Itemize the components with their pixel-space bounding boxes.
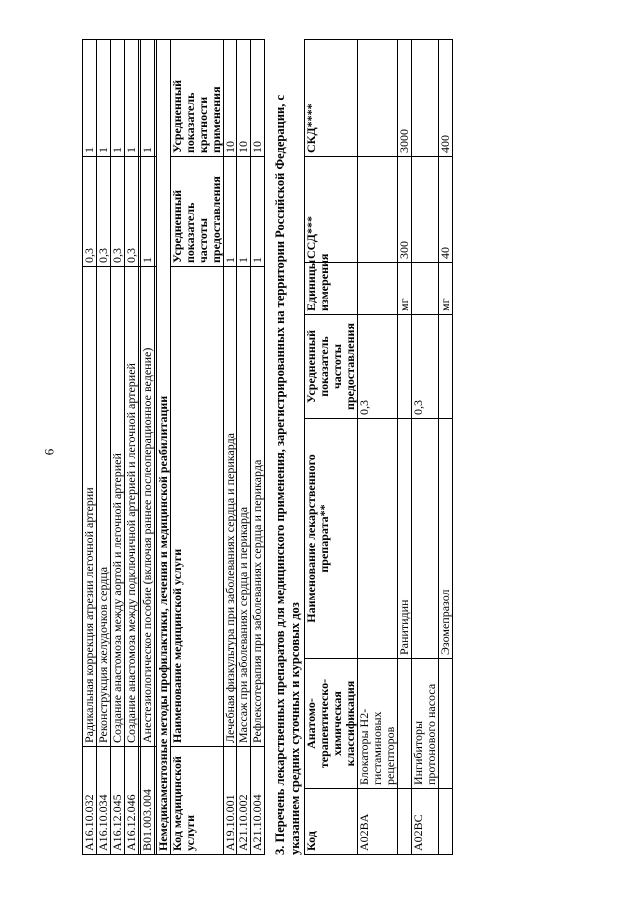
table-row <box>357 40 397 855</box>
table-row <box>124 40 138 855</box>
drug-name <box>411 419 438 659</box>
drug-atc <box>438 659 452 789</box>
table-row <box>237 40 251 855</box>
drug-atc <box>397 659 411 789</box>
drug-code: A02BA <box>357 789 397 855</box>
service-multiplicity: 1 <box>110 40 124 157</box>
section-3-title: 3. Перечень лекарственных препаратов для медицинского применения, зарегистрированных на территории Российской Федерации, с указанием средних суточных и курсовых доз <box>273 94 302 855</box>
service-frequency: 1 <box>223 157 237 267</box>
drug-code <box>438 789 452 855</box>
drug-code: A02BC <box>411 789 438 855</box>
drug-ssd: 300 <box>397 157 411 263</box>
drug-unit <box>357 263 397 315</box>
drug-skd <box>357 40 397 157</box>
header-multiplicity: Усредненный показатель кратности применения <box>170 40 223 157</box>
drug-ssd: 40 <box>438 157 452 263</box>
table-row <box>83 40 97 855</box>
page-number: 6 <box>41 448 57 456</box>
drug-unit: мг <box>438 263 452 315</box>
service-multiplicity: 1 <box>140 40 154 157</box>
header-row <box>170 40 223 855</box>
drug-skd: 3000 <box>397 40 411 157</box>
service-code: A16.12.045 <box>110 747 124 855</box>
service-frequency: 1 <box>140 157 154 267</box>
drug-name <box>357 419 397 659</box>
service-frequency: 0,3 <box>83 157 97 267</box>
service-code: B01.003.004 <box>140 747 154 855</box>
drug-unit: мг <box>397 263 411 315</box>
rotated-page-content <box>82 40 612 855</box>
drug-atc: Блокаторы H2-гистаминовых рецепторов <box>357 659 397 789</box>
service-frequency: 1 <box>251 157 265 267</box>
table-row <box>251 40 265 855</box>
table-row <box>96 40 110 855</box>
service-code: A16.12.046 <box>124 747 138 855</box>
service-name: Массаж при заболеваниях сердца и перикарда <box>237 267 251 747</box>
services-table <box>82 39 265 855</box>
drug-frequency: 0,3 <box>357 315 397 419</box>
service-multiplicity: 1 <box>96 40 110 157</box>
drug-frequency: 0,3 <box>411 315 438 419</box>
drug-name: Ранитидин <box>397 419 411 659</box>
service-multiplicity: 1 <box>124 40 138 157</box>
service-code: A21.10.002 <box>237 747 251 855</box>
header-frequency: Усредненный показатель частоты предоставления <box>170 157 223 267</box>
header-code: Код <box>305 789 358 855</box>
service-name: Создание анастомоза между аортой и легочной артерией <box>110 267 124 747</box>
table-row <box>397 40 411 855</box>
service-name: Анестезиологическое пособие (включая раннее послеоперационное ведение) <box>140 267 154 747</box>
drug-ssd <box>411 157 438 263</box>
service-name: Лечебная физкультура при заболеваниях сердца и перикарда <box>223 267 237 747</box>
service-name: Создание анастомоза между подключичной артерией и легочной артерией <box>124 267 138 747</box>
service-name: Рефлексотерапия при заболеваниях сердца и перикарда <box>251 267 265 747</box>
header-unit: Единицы измерения <box>305 263 358 315</box>
service-multiplicity: 1 <box>83 40 97 157</box>
table-row <box>110 40 124 855</box>
header-drug: Наименование лекарственного препарата** <box>305 419 358 659</box>
drug-ssd <box>357 157 397 263</box>
header-frequency: Усредненный показатель частоты предоставления <box>305 315 358 419</box>
table-row <box>223 40 237 855</box>
header-ssd: ССД*** <box>305 157 358 263</box>
section-title-row <box>156 40 170 855</box>
header-name: Наименование медицинской услуги <box>170 267 223 747</box>
drug-frequency <box>438 315 452 419</box>
drug-code <box>397 789 411 855</box>
table-row <box>140 40 154 855</box>
drug-skd <box>411 40 438 157</box>
drug-skd: 400 <box>438 40 452 157</box>
service-frequency: 1 <box>237 157 251 267</box>
drugs-table <box>304 39 452 855</box>
header-skd: СКД**** <box>305 40 358 157</box>
service-name: Реконструкция желудочков сердца <box>96 267 110 747</box>
service-frequency: 0,3 <box>110 157 124 267</box>
service-multiplicity: 10 <box>237 40 251 157</box>
service-multiplicity: 10 <box>223 40 237 157</box>
header-row <box>305 40 358 855</box>
service-name: Радикальная коррекция атрезии легочной артерии <box>83 267 97 747</box>
service-frequency: 0,3 <box>124 157 138 267</box>
drug-frequency <box>397 315 411 419</box>
service-code: A21.10.004 <box>251 747 265 855</box>
header-atc: Анатомо-терапевтическо-химическая классификация <box>305 659 358 789</box>
table-row <box>438 40 452 855</box>
table-row <box>411 40 438 855</box>
service-code: A16.10.032 <box>83 747 97 855</box>
header-code: Код медицинской услуги <box>170 747 223 855</box>
service-code: A19.10.001 <box>223 747 237 855</box>
section-title: Немедикаментозные методы профилактики, лечения и медицинской реабилитации <box>156 40 170 855</box>
drug-atc: Ингибиторы протонового насоса <box>411 659 438 789</box>
drug-name: Эзомепразол <box>438 419 452 659</box>
service-multiplicity: 10 <box>251 40 265 157</box>
service-frequency: 0,3 <box>96 157 110 267</box>
service-code: A16.10.034 <box>96 747 110 855</box>
drug-unit <box>411 263 438 315</box>
